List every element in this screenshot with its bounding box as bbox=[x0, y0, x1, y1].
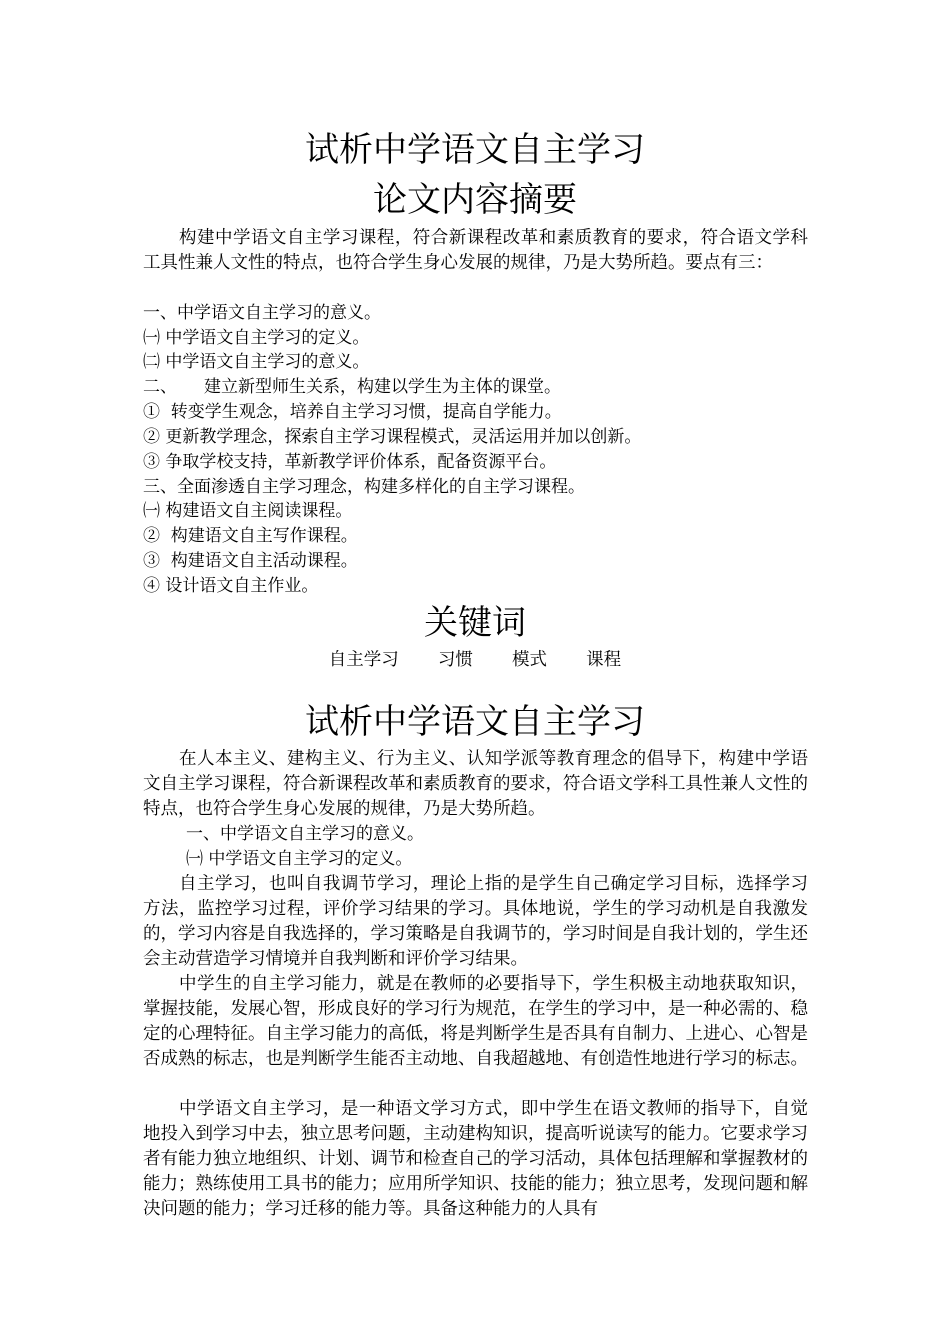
body-intro: 在人本主义、建构主义、行为主义、认知学派等教育理念的倡导下，构建中学语文自主学习课程，符合新课程改革和素质教育的要求，符合语文学科工具性兼人文性的特点，也符合学生身心发展的规律，乃是大势所趋。 bbox=[143, 749, 808, 819]
abstract-item: 三、全面渗透自主学习理念，构建多样化的自主学习课程。 bbox=[143, 477, 585, 497]
section-heading: 一、中学语文自主学习的意义。 bbox=[186, 824, 424, 844]
abstract-item: ㈠ 中学语文自主学习的定义。 bbox=[143, 328, 370, 348]
abstract-item: ③ 争取学校支持，革新教学评价体系，配备资源平台。 bbox=[143, 452, 557, 472]
section-subheading: ㈠ 中学语文自主学习的定义。 bbox=[186, 849, 413, 869]
body-paragraph: 中学语文自主学习，是一种语文学习方式，即中学生在语文教师的指导下，自觉地投入到学习中去，独立思考问题，主动建构知识，提高听说读写的能力。它要求学习者有能力独立地组织、计划、调节和检查自己的学习活动，具体包括理解和掌握教材的能力；熟练使用工具书的能力；应用所学知识、技能的能力；独立思考，发现问题和解决问题的能力；学习迁移的能力等。具备这种能力的人具有 bbox=[143, 1099, 808, 1219]
abstract-item: ① 转变学生观念，培养自主学习习惯，提高自学能力。 bbox=[143, 402, 562, 422]
abstract-item: ㈠ 构建语文自主阅读课程。 bbox=[143, 501, 353, 521]
abstract-item: ② 更新教学理念，探索自主学习课程模式，灵活运用并加以创新。 bbox=[143, 427, 642, 447]
body-title: 试析中学语文自主学习 bbox=[305, 702, 645, 742]
abstract-item: ㈡ 中学语文自主学习的意义。 bbox=[143, 352, 370, 372]
body-paragraph: 中学生的自主学习能力，就是在教师的必要指导下，学生积极主动地获取知识，掌握技能，发展心智，形成良好的学习行为规范，在学生的学习中，是一种必需的、稳定的心理特征。自主学习能力的高低，将是判断学生是否具有自制力、上进心、心智是否成熟的标志，也是判断学生能否主动地、自我超越地、有创造性地进行学习的标志。 bbox=[143, 974, 808, 1069]
keywords-list: 自主学习 习惯 模式 课程 bbox=[328, 650, 622, 670]
abstract-title: 论文内容摘要 bbox=[373, 180, 577, 220]
body-paragraph: 自主学习，也叫自我调节学习，理论上指的是学生自己确定学习目标，选择学习方法，监控学习过程，评价学习结果的学习。具体地说，学生的学习动机是自我激发的，学习内容是自我选择的，学习策略是自我调节的，学习时间是自我计划的，学生还会主动营造学习情境并自我判断和评价学习结果。 bbox=[143, 874, 808, 969]
main-title: 试析中学语文自主学习 bbox=[305, 130, 645, 170]
abstract-item: ④ 设计语文自主作业。 bbox=[143, 576, 319, 596]
abstract-item: 二、 建立新型师生关系，构建以学生为主体的课堂。 bbox=[143, 377, 562, 397]
abstract-item: ③ 构建语文自主活动课程。 bbox=[143, 551, 358, 571]
abstract-item: 一、中学语文自主学习的意义。 bbox=[143, 303, 381, 323]
abstract-intro: 构建中学语文自主学习课程，符合新课程改革和素质教育的要求，符合语文学科工具性兼人文性的特点，也符合学生身心发展的规律，乃是大势所趋。要点有三： bbox=[143, 228, 808, 273]
abstract-item: ② 构建语文自主写作课程。 bbox=[143, 526, 358, 546]
keywords-title: 关键词 bbox=[424, 603, 526, 643]
